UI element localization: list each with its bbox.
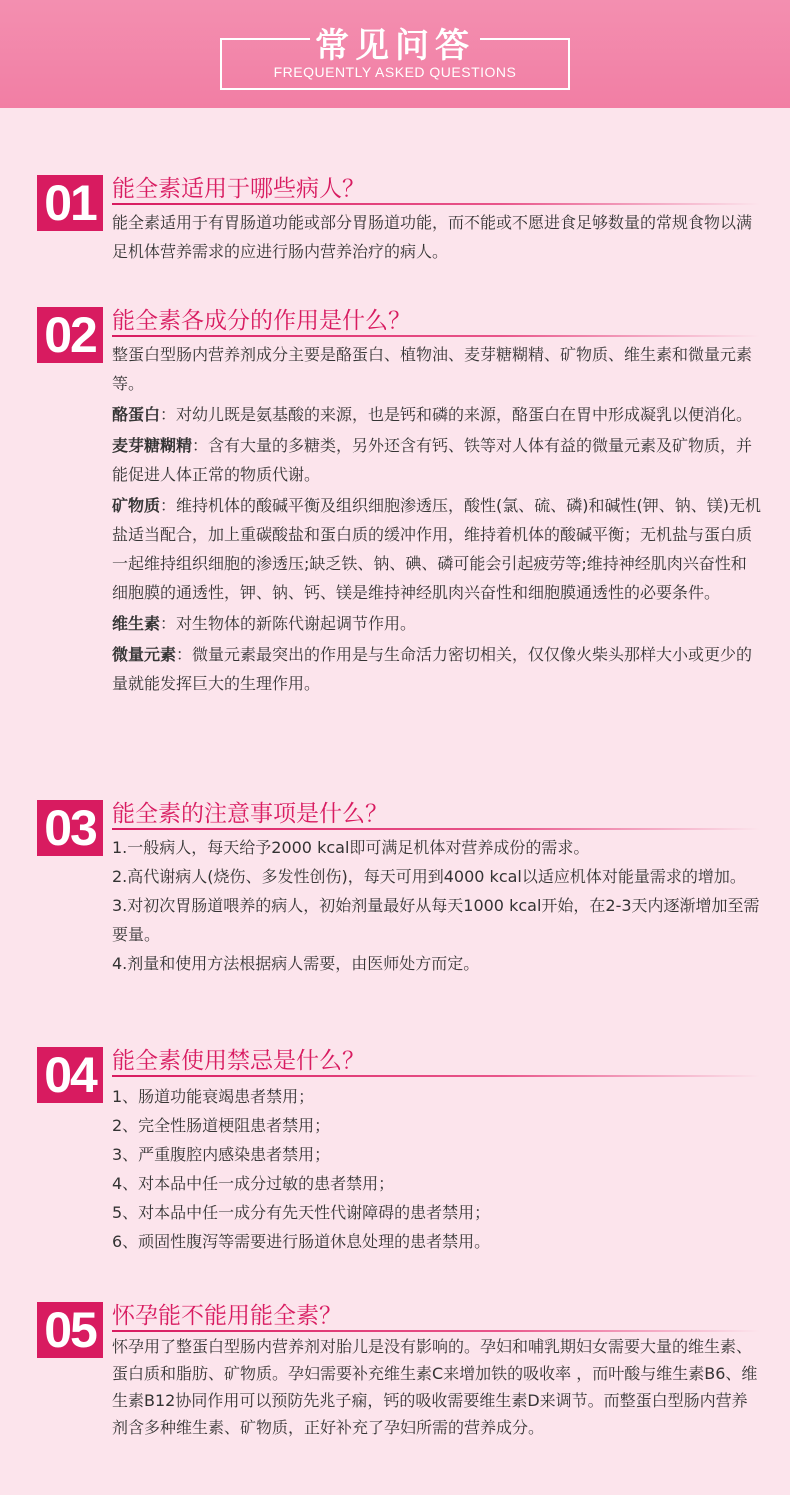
section-number: 01 bbox=[37, 175, 103, 231]
term-label: 维生素 bbox=[112, 614, 161, 633]
question-title: 怀孕能不能用能全素？ bbox=[112, 1303, 342, 1329]
list-item: 1、肠道功能衰竭患者禁用； bbox=[112, 1087, 315, 1106]
answer-paragraph: 整蛋白型肠内营养剂成分主要是酪蛋白、植物油、麦芽糖糊精、矿物质、维生素和微量元素等。 bbox=[112, 345, 753, 393]
page-title: 常见问答 bbox=[315, 26, 475, 66]
list-item: 6、顽固性腹泻等需要进行肠道休息处理的患者禁用。 bbox=[112, 1232, 491, 1251]
section-number: 04 bbox=[37, 1047, 103, 1103]
answer-text bbox=[112, 1333, 762, 1441]
section-number: 05 bbox=[37, 1302, 103, 1358]
answer-text bbox=[112, 1082, 762, 1256]
question-underline bbox=[112, 828, 760, 830]
list-item: 5、对本品中任一成分有先天性代谢障碍的患者禁用； bbox=[112, 1203, 491, 1222]
answer-paragraph: 怀孕用了整蛋白型肠内营养剂对胎儿是没有影响的。孕妇和哺乳期妇女需要大量的维生素、蛋白质和脂肪、矿物质。孕妇需要补充维生素C来增加铁的吸收率 ，而叶酸与维生素B6、维生素B12协同作用可以预防先兆子痫，钙的吸收需要维生素D来调节。而整蛋白型肠内营养剂含多种维生素、矿物质，正好补充了孕妇所需的营养成分。 bbox=[112, 1337, 758, 1437]
section-number: 02 bbox=[37, 307, 103, 363]
list-item: 3.对初次胃肠道喂养的病人，初始剂量最好从每天1000 kcal开始，在2-3天内逐渐增加至需要量。 bbox=[112, 896, 760, 944]
question-title: 能全素的注意事项是什么？ bbox=[112, 801, 388, 827]
answer-text bbox=[112, 340, 762, 698]
term-text: ：对幼儿既是氨基酸的来源，也是钙和磷的来源，酪蛋白在胃中形成凝乳以便消化。 bbox=[160, 405, 753, 424]
term-text: ：维持机体的酸碱平衡及组织细胞渗透压，酸性(氯、硫、磷)和碱性(钾、钠、镁)无机盐适当配合，加上重碳酸盐和蛋白质的缓冲作用，维持着机体的酸碱平衡；无机盐与蛋白质一起维持组织细胞的渗透压;缺乏铁、钠、碘、磷可能会引起疲劳等;维持神经肌肉兴奋性和细胞膜的通透性，钾、钠、钙、镁是维持神经肌肉兴奋性和细胞膜通透性的必要条件。 bbox=[112, 496, 761, 602]
list-item: 1.一般病人，每天给予2000 kcal即可满足机体对营养成份的需求。 bbox=[112, 838, 590, 857]
term-text: ：对生物体的新陈代谢起调节作用。 bbox=[160, 614, 417, 633]
list-item: 4、对本品中任一成分过敏的患者禁用； bbox=[112, 1174, 395, 1193]
question-underline bbox=[112, 1330, 760, 1332]
question-underline bbox=[112, 1075, 760, 1077]
question-title: 能全素各成分的作用是什么？ bbox=[112, 308, 411, 334]
answer-text bbox=[112, 833, 762, 978]
list-item: 2.高代谢病人(烧伤、多发性创伤)，每天可用到4000 kcal以适应机体对能量需求的增加。 bbox=[112, 867, 746, 886]
question-title: 能全素使用禁忌是什么？ bbox=[112, 1048, 365, 1074]
question-underline bbox=[112, 203, 760, 205]
list-item: 3、严重腹腔内感染患者禁用； bbox=[112, 1145, 331, 1164]
term-text: ：微量元素最突出的作用是与生命活力密切相关，仅仅像火柴头那样大小或更少的量就能发挥巨大的生理作用。 bbox=[112, 645, 753, 693]
answer-paragraph: 能全素适用于有胃肠道功能或部分胃肠道功能，而不能或不愿进食足够数量的常规食物以满足机体营养需求的应进行肠内营养治疗的病人。 bbox=[112, 213, 753, 261]
header-banner bbox=[0, 0, 790, 108]
page-subtitle: FREQUENTLY ASKED QUESTIONS bbox=[273, 64, 517, 80]
term-label: 矿物质 bbox=[112, 496, 161, 515]
answer-paragraph bbox=[112, 491, 762, 607]
question-title: 能全素适用于哪些病人？ bbox=[112, 176, 365, 202]
section-number: 03 bbox=[37, 800, 103, 856]
answer-paragraph bbox=[112, 609, 762, 638]
list-item: 4.剂量和使用方法根据病人需要，由医师处方而定。 bbox=[112, 954, 480, 973]
term-label: 麦芽糖糊精 bbox=[112, 436, 193, 455]
answer-paragraph bbox=[112, 431, 762, 489]
list-item: 2、完全性肠道梗阻患者禁用； bbox=[112, 1116, 331, 1135]
term-label: 微量元素 bbox=[112, 645, 177, 664]
question-underline bbox=[112, 335, 760, 337]
answer-text bbox=[112, 208, 762, 266]
term-label: 酪蛋白 bbox=[112, 405, 161, 424]
term-text: ：含有大量的多糖类，另外还含有钙、铁等对人体有益的微量元素及矿物质，并能促进人体正常的物质代谢。 bbox=[112, 436, 753, 484]
answer-paragraph bbox=[112, 400, 762, 429]
answer-paragraph bbox=[112, 640, 762, 698]
